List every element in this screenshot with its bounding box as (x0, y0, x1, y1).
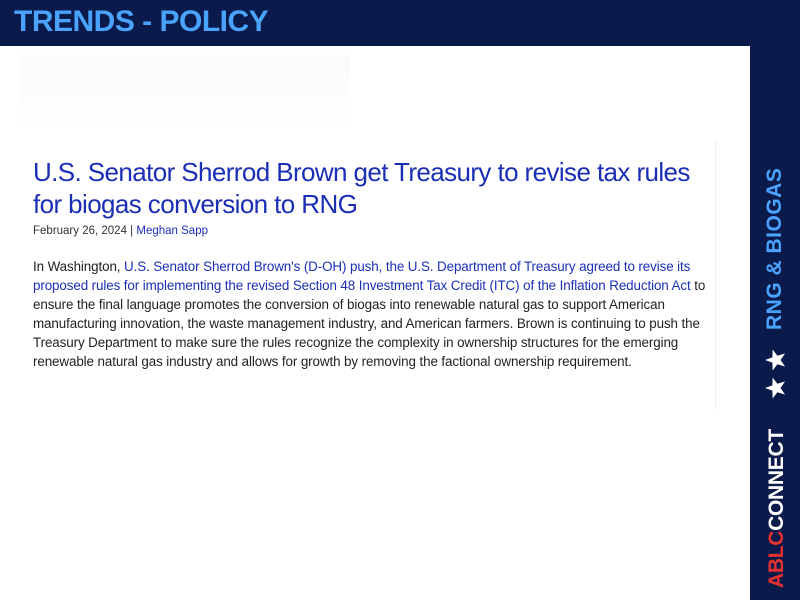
body-intro: In Washington, (33, 259, 125, 274)
article (33, 156, 713, 371)
brand-logo (765, 429, 789, 588)
author-link[interactable]: Meghan Sapp (136, 225, 208, 237)
body-rest: to ensure the final language promotes the conversion of biogas into renewable natural gas to support American manufacturing innovation, the waste management industry, and American farmers. Brown is continuing to push the Treasury Department to make sure the rules recognize the complexity in ownership structures for the emerging renewable natural gas industry and allows for growth by removing the factional ownership requirement. (33, 278, 706, 369)
brand-connect: CONNECT (765, 429, 788, 531)
star-icon (765, 350, 785, 371)
stars-decoration (761, 345, 789, 405)
side-label: RNG & BIOGAS (763, 167, 786, 330)
header-bar (0, 0, 800, 46)
star-icon (765, 378, 785, 399)
article-body (33, 257, 713, 371)
body-link[interactable]: U.S. Senator Sherrod Brown's (D-OH) push, the U.S. Department of Treasury agreed to revise its proposed rules for implementing the revised Section 48 Investment Tax Credit (ITC) of the Inflation Reduction Act (33, 259, 691, 293)
page-title: TRENDS - POLICY (14, 5, 269, 38)
article-date: February 26, 2024 (33, 225, 127, 237)
brand-abcl: ABLC (765, 530, 788, 588)
background-texture (20, 55, 350, 135)
divider (715, 140, 716, 410)
article-meta (33, 223, 713, 239)
article-headline: U.S. Senator Sherrod Brown get Treasury to revise tax rules for biogas conversion to RNG (33, 157, 690, 219)
meta-separator: | (126, 225, 137, 237)
